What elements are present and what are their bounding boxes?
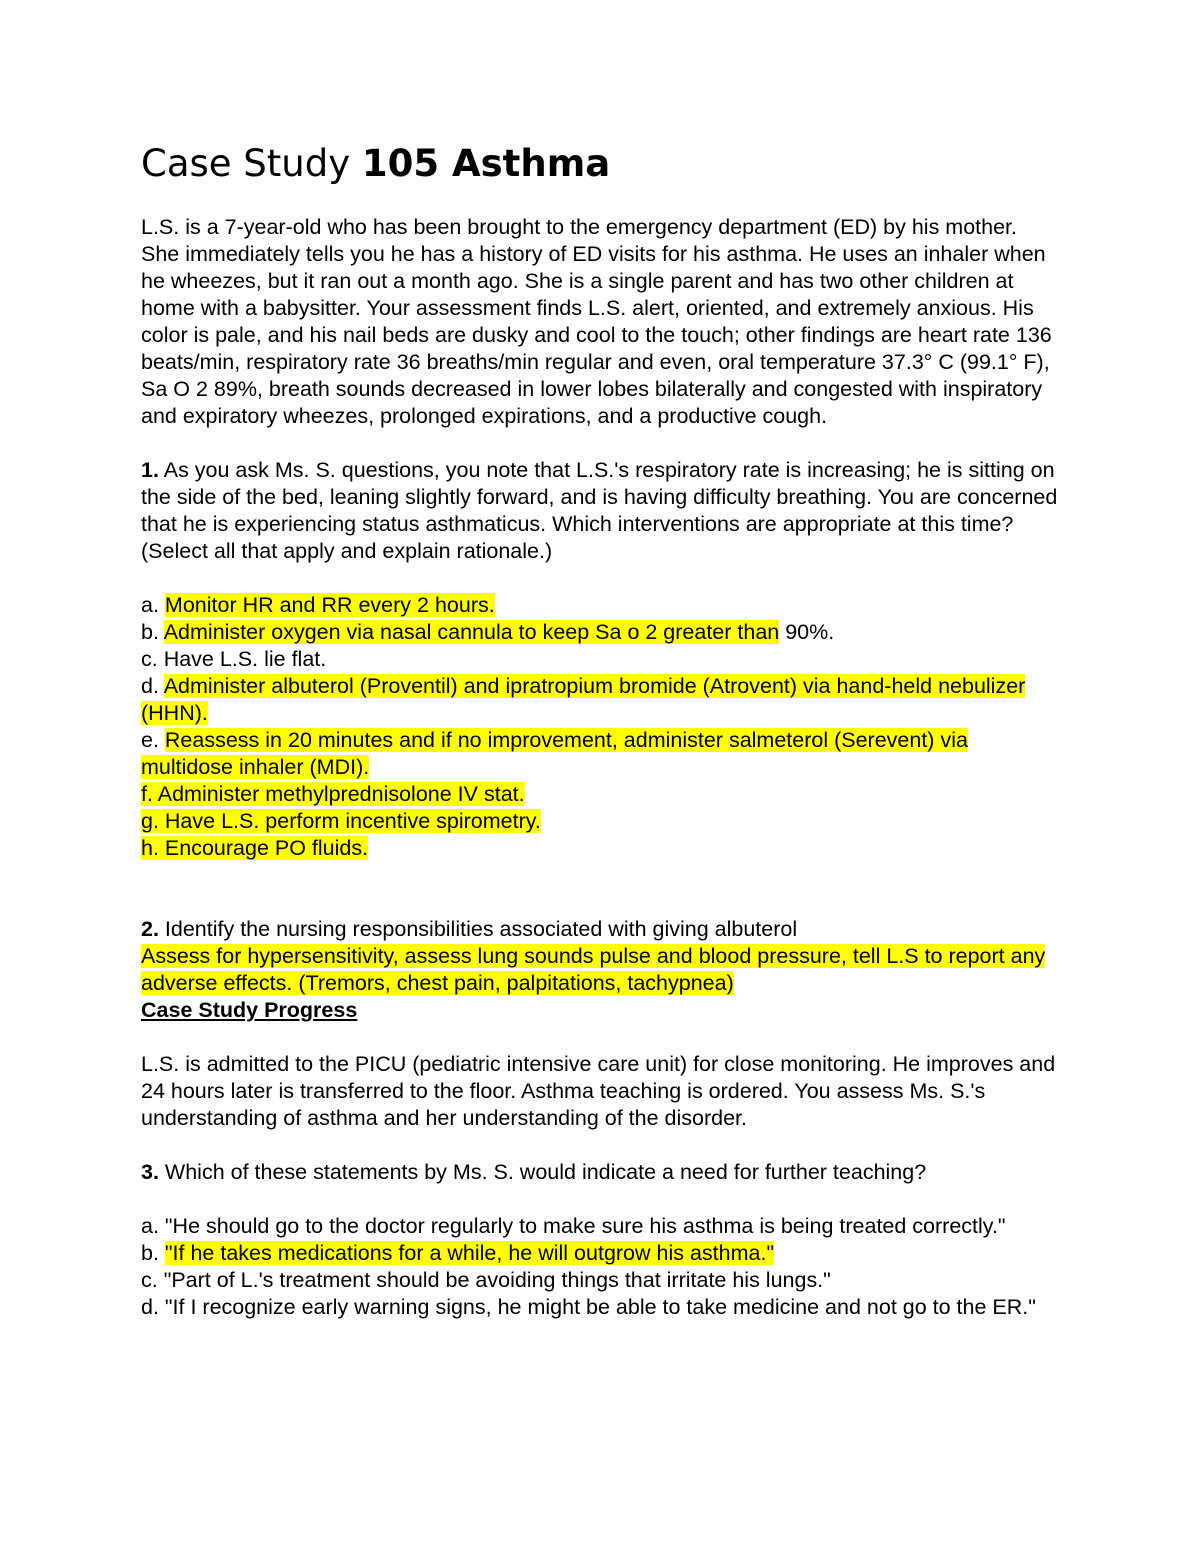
option-1h <box>141 835 1061 862</box>
question-1-options <box>141 592 1061 862</box>
option-1f <box>141 781 1061 808</box>
question-3-options <box>141 1213 1061 1321</box>
title-regular: Case Study <box>141 142 362 185</box>
title-bold: 105 Asthma <box>361 142 611 185</box>
option-1b-highlight: Administer oxygen via nasal cannula to keep Sa o 2 greater than <box>163 620 780 644</box>
document-body <box>141 138 1061 1321</box>
option-1d <box>141 673 1061 727</box>
option-3b-prefix: b. <box>141 1241 165 1265</box>
option-1h-highlight: h. Encourage PO fluids. <box>141 836 369 860</box>
intro-paragraph: L.S. is a 7-year-old who has been brought to the emergency department (ED) by his mother. She immediately tells you he has a history of ED visits for his asthma. He uses an inhaler when he wheezes, but it ran out a month ago. She is a single parent and has two other children at home with a babysitter. Your assessment finds L.S. alert, oriented, and extremely anxious. His color is pale, and his nail beds are dusky and cool to the touch; other findings are heart rate 136 beats/min, respiratory rate 36 breaths/min regular and even, oral temperature 37.3° C (99.1° F), Sa O 2 89%, breath sounds decreased in lower lobes bilaterally and congested with inspiratory and expiratory wheezes, prolonged expirations, and a productive cough. <box>141 215 1052 428</box>
progress-heading <box>141 997 1061 1024</box>
progress-paragraph: L.S. is admitted to the PICU (pediatric intensive care unit) for close monitoring. He improves and 24 hours later is transferred to the floor. Asthma teaching is ordered. You assess Ms. S.'s understanding of asthma and her understanding of the disorder. <box>141 1052 1056 1130</box>
option-3d: d. "If I recognize early warning signs, he might be able to take medicine and not go to the ER." <box>141 1295 1036 1319</box>
option-1e <box>141 727 1061 781</box>
option-1f-highlight: f. Administer methylprednisolone IV stat. <box>141 782 525 806</box>
option-1a <box>141 592 1061 619</box>
option-1b <box>141 619 1061 646</box>
option-1e-prefix: e. <box>141 728 165 752</box>
question-3 <box>141 1159 1061 1186</box>
question-2-prompt <box>141 916 1061 943</box>
option-1a-prefix: a. <box>141 593 165 617</box>
option-3c: c. "Part of L.'s treatment should be avoiding things that irritate his lungs." <box>141 1268 831 1292</box>
option-1c: c. Have L.S. lie flat. <box>141 647 327 671</box>
option-1g-highlight: g. Have L.S. perform incentive spirometry. <box>141 809 541 833</box>
option-1d-highlight: Administer albuterol (Proventil) and ipratropium bromide (Atrovent) via hand-held nebulizer (HHN). <box>141 674 1026 725</box>
option-1b-rest: 90%. <box>779 620 835 644</box>
question-3-number: 3. <box>141 1160 159 1184</box>
progress-heading-text: Case Study Progress <box>141 998 358 1022</box>
option-3b-highlight: "If he takes medications for a while, he will outgrow his asthma." <box>164 1241 775 1265</box>
question-3-text: Which of these statements by Ms. S. would indicate a need for further teaching? <box>158 1160 927 1184</box>
option-1b-prefix: b. <box>141 620 164 644</box>
question-1-number: 1. <box>141 458 159 482</box>
question-2-answer <box>141 943 1061 997</box>
option-1g <box>141 808 1061 835</box>
option-3a: a. "He should go to the doctor regularly to make sure his asthma is being treated correctly." <box>141 1214 1006 1238</box>
option-1d-prefix: d. <box>141 674 164 698</box>
question-2 <box>141 916 1061 997</box>
option-1a-highlight: Monitor HR and RR every 2 hours. <box>164 593 495 617</box>
option-1e-highlight: Reassess in 20 minutes and if no improvement, administer salmeterol (Serevent) via multidose inhaler (MDI). <box>141 728 968 779</box>
question-2-text: Identify the nursing responsibilities associated with giving albuterol <box>158 917 798 941</box>
question-2-answer-highlight: Assess for hypersensitivity, assess lung sounds pulse and blood pressure, tell L.S to report any adverse effects. (Tremors, chest pain, palpitations, tachypnea) <box>141 944 1046 995</box>
question-1 <box>141 457 1061 565</box>
question-1-text: As you ask Ms. S. questions, you note that L.S.'s respiratory rate is increasing; he is sitting on the side of the bed, leaning slightly forward, and is having difficulty breathing. You are concerned that he is experiencing status asthmaticus. Which interventions are appropriate at this time? (Select all that apply and explain rationale.) <box>141 458 1058 563</box>
document-title <box>141 138 1061 190</box>
question-2-number: 2. <box>141 917 159 941</box>
option-3b <box>141 1240 1061 1267</box>
